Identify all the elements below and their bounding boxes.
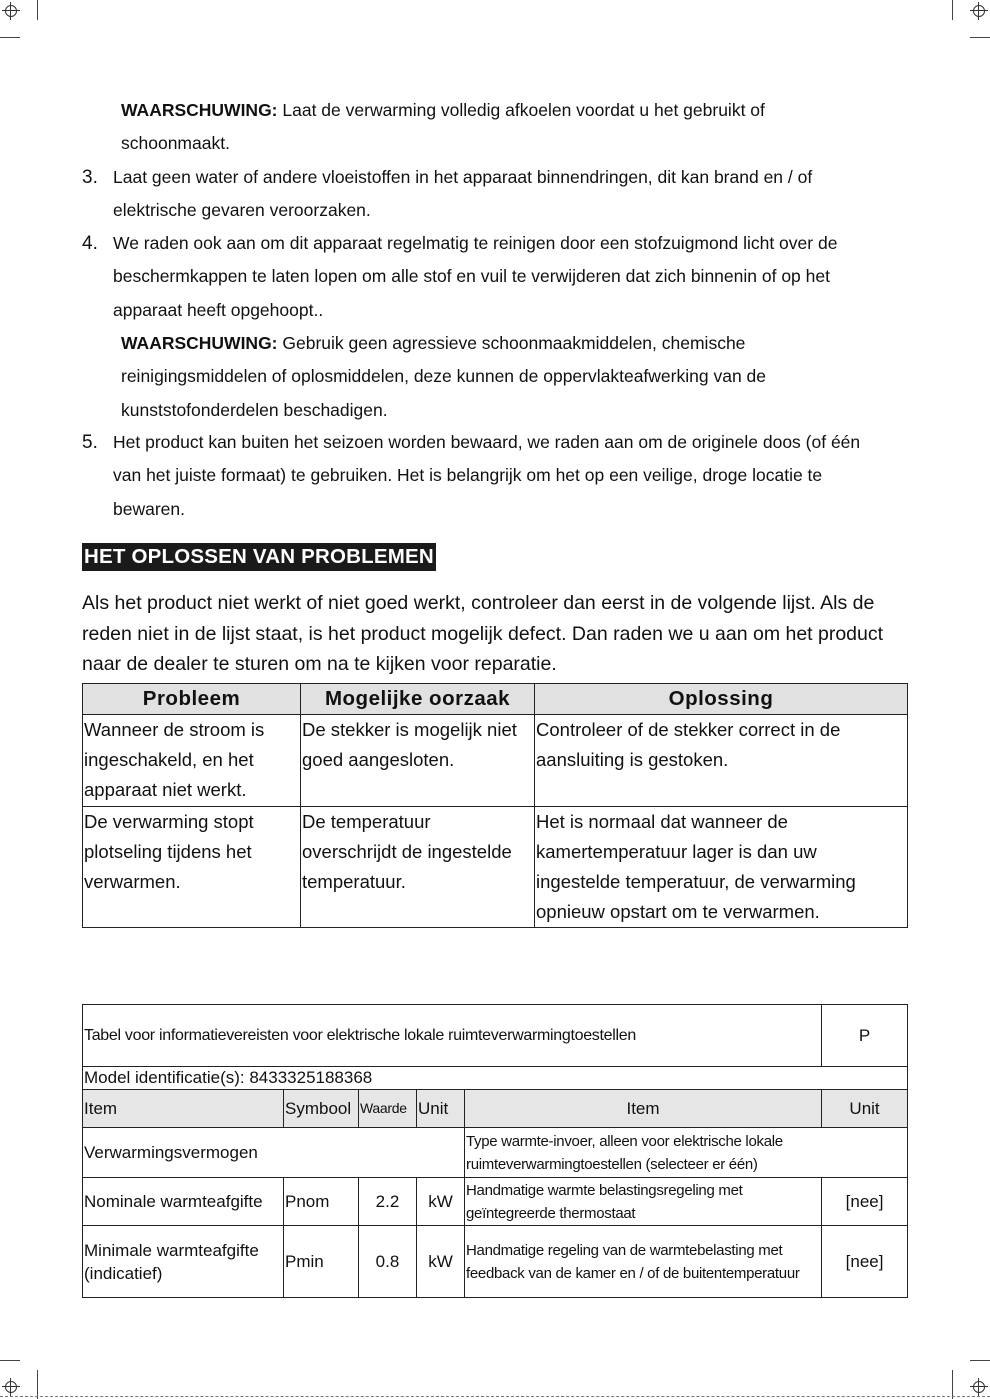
warning-text: schoonmaakt. [121, 133, 230, 154]
intro-line: Als het product niet werkt of niet goed werkt, controleer dan eerst in de volgende lijst. Als de [82, 592, 875, 614]
column-header-symbool: Symbool [284, 1090, 359, 1128]
section-heading: HET OPLOSSEN VAN PROBLEMEN [82, 543, 436, 571]
item2-cell [465, 1226, 822, 1298]
list-item-line: We raden ook aan om dit apparaat regelmatig te reinigen door een stofzuigmond licht over de [113, 233, 838, 253]
crop-mark [37, 0, 38, 20]
cell-line: Handmatige regeling van de warmtebelasting met [466, 1241, 783, 1259]
cause-cell [301, 715, 535, 807]
symbol-cell: Pmin [284, 1226, 359, 1298]
cell-line: Handmatige warmte belastingsregeling met [466, 1181, 743, 1199]
registration-mark-icon [2, 1378, 20, 1396]
list-item-line: van het juiste formaat) te gebruiken. Het is belangrijk om het op een veilige, droge locatie te [113, 465, 823, 486]
troubleshooting-table [82, 683, 908, 928]
item-cell: Nominale warmteafgifte [83, 1178, 284, 1226]
list-item-line: bewaren. [113, 498, 185, 519]
crop-mark [37, 1370, 38, 1399]
cell-line: verwarmen. [84, 871, 181, 893]
list-item [113, 161, 812, 228]
cell-line: Minimale warmteafgifte [84, 1240, 259, 1260]
cell-line: feedback van de kamer en / of de buitentemperatuur [466, 1264, 800, 1282]
table-row [83, 1226, 908, 1298]
warning-text: Laat de verwarming volledig afkoelen voordat u het gebruikt of [277, 100, 765, 120]
column-header-item: Item [83, 1090, 284, 1128]
value-cell: 0.8 [359, 1226, 417, 1298]
table-row [83, 1178, 908, 1226]
cell-line: plotseling tijdens het [84, 840, 252, 862]
solution-cell [535, 715, 908, 807]
crop-mark [970, 37, 990, 38]
information-requirements-table [82, 1004, 908, 1298]
warning-label: WAARSCHUWING: [121, 333, 278, 353]
solution-cell [535, 806, 908, 928]
registration-mark-icon [970, 1378, 988, 1396]
column-header-waarde: Waarde [359, 1090, 417, 1128]
list-item-line: beschermkappen te laten lopen om alle stof en vuil te verwijderen dat zich binnenin of op het [113, 266, 830, 287]
column-header-item-2: Item [465, 1090, 822, 1128]
cell-line: apparaat niet werkt. [84, 779, 247, 801]
problem-cell [83, 715, 301, 807]
cell-line: De verwarming stopt [84, 810, 254, 832]
registration-mark-icon [970, 2, 988, 20]
table-header-row [83, 1090, 908, 1128]
list-number: 5. [82, 432, 98, 453]
cell-line: goed aangesloten. [302, 749, 455, 771]
item2-cell [465, 1178, 822, 1226]
cell-line: geïntegreerde thermostaat [466, 1204, 636, 1222]
list-item [113, 227, 837, 327]
warning-text: Gebruik geen agressieve schoonmaakmiddelen, chemische [277, 333, 746, 353]
table-title: Tabel voor informatievereisten voor elektrische lokale ruimteverwarmingtoestellen [83, 1005, 822, 1067]
crop-mark [952, 0, 953, 20]
table-row [83, 715, 908, 807]
intro-paragraph [82, 588, 902, 680]
trim-line [0, 1396, 990, 1397]
registration-mark-icon [2, 2, 20, 20]
list-item-line: apparaat heeft opgehoopt.. [113, 299, 324, 320]
cell-line: temperatuur. [302, 871, 406, 893]
list-item [113, 426, 860, 526]
column-header-oplossing: Oplossing [535, 684, 908, 715]
column-header-unit-2: Unit [822, 1090, 908, 1128]
list-item-line: Het product kan buiten het seizoen worden bewaard, we raden aan om de originele doos (of één [113, 432, 861, 452]
value-cell: 2.2 [359, 1178, 417, 1226]
table-row [83, 806, 908, 928]
list-item-line: Laat geen water of andere vloeistoffen in het apparaat binnendringen, dit kan brand en / of [113, 167, 813, 187]
warning-block-1 [121, 94, 765, 161]
cell-line: Controleer of de stekker correct in de [536, 719, 841, 740]
cause-cell [301, 806, 535, 928]
cell-line: (indicatief) [84, 1263, 163, 1283]
cell-line: Wanneer de stroom is [84, 719, 265, 740]
cell-line: opnieuw opstart om te verwarmen. [536, 901, 820, 923]
cell-line: aansluiting is gestoken. [536, 749, 729, 771]
heat-output-label: Verwarmingsvermogen [83, 1128, 465, 1178]
crop-mark [0, 1360, 20, 1361]
cell-line: Het is normaal dat wanneer de [536, 810, 788, 832]
cell-line: overschrijdt de ingestelde [302, 840, 512, 862]
unit2-cell: [nee] [822, 1226, 908, 1298]
warning-text: reinigingsmiddelen of oplosmiddelen, deze kunnen de oppervlakteafwerking van de [121, 366, 767, 387]
cell-line: De temperatuur [302, 810, 431, 832]
warning-label: WAARSCHUWING: [121, 100, 278, 120]
cell-line: ingestelde temperatuur, de verwarming [536, 871, 856, 893]
intro-line: reden niet in de lijst staat, is het product mogelijk defect. Dan raden we u aan om het product [82, 622, 884, 645]
unit-cell: kW [417, 1226, 465, 1298]
list-number: 3. [82, 167, 98, 188]
table-header-row [83, 684, 908, 715]
cell-line: kamertemperatuur lager is dan uw [536, 840, 817, 862]
warning-text: kunststofonderdelen beschadigen. [121, 399, 388, 420]
crop-mark [0, 37, 20, 38]
crop-mark [952, 1370, 953, 1399]
table-title-right: P [822, 1005, 908, 1067]
intro-line: naar de dealer te sturen om na te kijken voor reparatie. [82, 653, 557, 675]
list-number: 4. [82, 233, 98, 254]
column-header-unit: Unit [417, 1090, 465, 1128]
table-title-row [83, 1005, 908, 1067]
model-identification: Model identificatie(s): 8433325188368 [83, 1067, 908, 1090]
cell-line: De stekker is mogelijk niet [302, 719, 517, 740]
warning-block-2 [121, 327, 766, 427]
unit-cell: kW [417, 1178, 465, 1226]
cell-line: Type warmte-invoer, alleen voor elektrische lokale [466, 1132, 783, 1150]
model-row [83, 1067, 908, 1090]
heat-input-type-label [465, 1128, 908, 1178]
cell-line: ingeschakeld, en het [84, 749, 254, 771]
table-row [83, 1128, 908, 1178]
crop-mark [970, 1360, 990, 1361]
cell-line: ruimteverwarmingtoestellen (selecteer er één) [466, 1155, 758, 1173]
item-cell [83, 1226, 284, 1298]
column-header-oorzaak: Mogelijke oorzaak [301, 684, 535, 715]
unit2-cell: [nee] [822, 1178, 908, 1226]
symbol-cell: Pnom [284, 1178, 359, 1226]
problem-cell [83, 806, 301, 928]
column-header-probleem: Probleem [83, 684, 301, 715]
list-item-line: elektrische gevaren veroorzaken. [113, 200, 371, 221]
